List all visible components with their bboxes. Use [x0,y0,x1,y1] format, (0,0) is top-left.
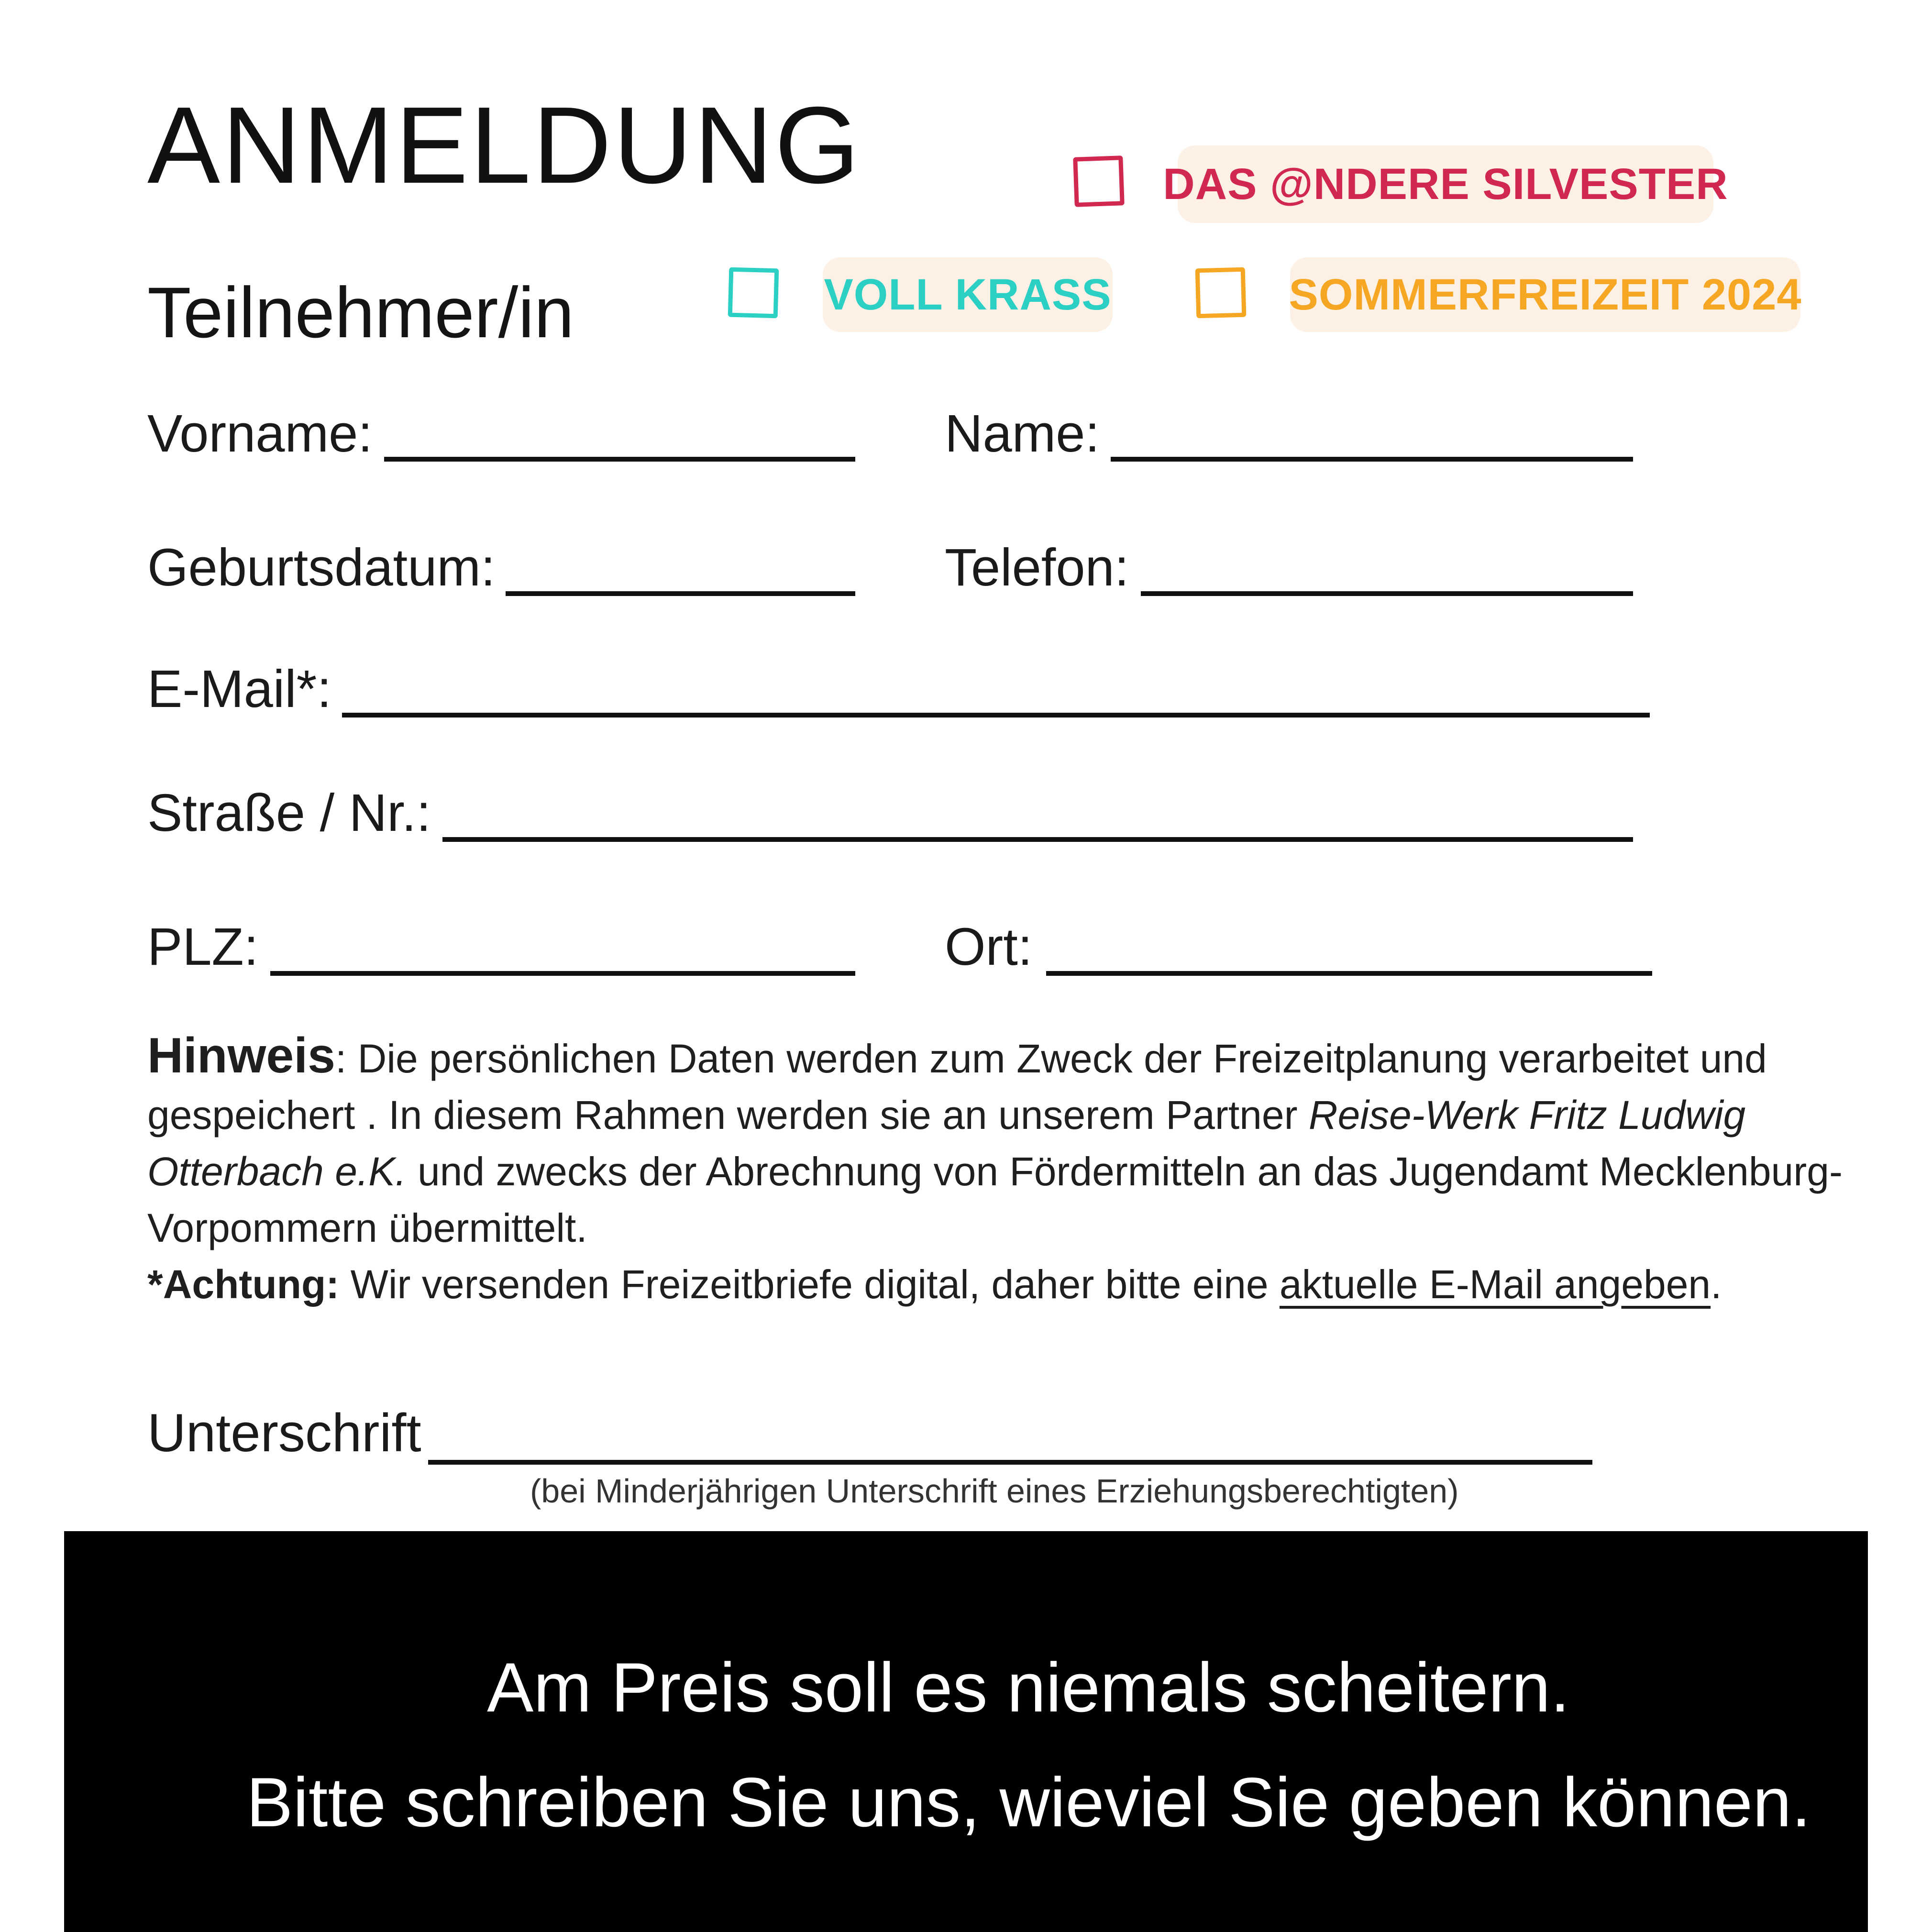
notice-partner: Reise-Werk Fritz Ludwig Otterbach e.K. [147,1093,1746,1194]
sommerfreizeit-checkbox[interactable] [1195,267,1247,319]
plz-label: PLZ: [147,917,259,976]
telefon-label: Telefon: [945,538,1129,597]
notice-text-1: : Die persönlichen Daten werden zum Zweck der Freizeitplanung verarbeitet und gespeichert . In diesem Rahmen werden sie an unserem Partner [147,1036,1767,1137]
voll-krass-checkbox[interactable] [728,267,779,319]
footer-line-2: Bitte schreiben Sie uns, wieviel Sie geben können. [246,1763,1811,1841]
vorname-label: Vorname: [147,404,373,463]
silvester-tag: DAS @NDERE SILVESTER [1178,145,1713,223]
notice-text-2: und zwecks der Abrechnung von Fördermitteln an das Jugendamt Mecklenburg-Vorpommern übermittelt. [147,1149,1843,1250]
footer-line-1: Am Preis soll es niemals scheitern. [487,1648,1570,1726]
signature-line[interactable] [428,1460,1592,1465]
vorname-input-line[interactable] [384,457,855,462]
notice-heading: Hinweis [147,1028,335,1083]
strasse-input-line[interactable] [442,837,1633,842]
geburtsdatum-label: Geburtsdatum: [147,538,496,597]
name-input-line[interactable] [1111,457,1633,462]
attention-end: . [1711,1262,1722,1307]
form-subtitle: Teilnehmer/in [147,272,574,353]
silvester-checkbox[interactable] [1073,155,1125,207]
email-label: E-Mail*: [147,660,332,718]
ort-label: Ort: [945,917,1033,976]
privacy-notice [147,1027,1850,1313]
ort-input-line[interactable] [1046,971,1652,976]
email-input-line[interactable] [342,713,1650,718]
attention-text: Wir versenden Freizeitbriefe digital, daher bitte eine [339,1262,1280,1307]
plz-input-line[interactable] [270,971,855,976]
voll-krass-tag: VOLL KRASS [823,257,1113,332]
attention-label: *Achtung: [147,1262,340,1307]
footer-banner [64,1531,1868,1932]
strasse-label: Straße / Nr.: [147,784,431,842]
attention-underlined: aktuelle E-Mail angeben [1279,1262,1711,1307]
geburtsdatum-input-line[interactable] [506,591,855,596]
signature-hint: (bei Minderjährigen Unterschrift eines Erziehungsberechtigten) [530,1472,1459,1510]
name-label: Name: [945,404,1100,463]
signature-label: Unterschrift [147,1403,421,1463]
sommerfreizeit-tag: SOMMERFREIZEIT 2024 [1290,257,1800,332]
form-title: ANMELDUNG [147,85,861,206]
telefon-input-line[interactable] [1141,591,1633,596]
